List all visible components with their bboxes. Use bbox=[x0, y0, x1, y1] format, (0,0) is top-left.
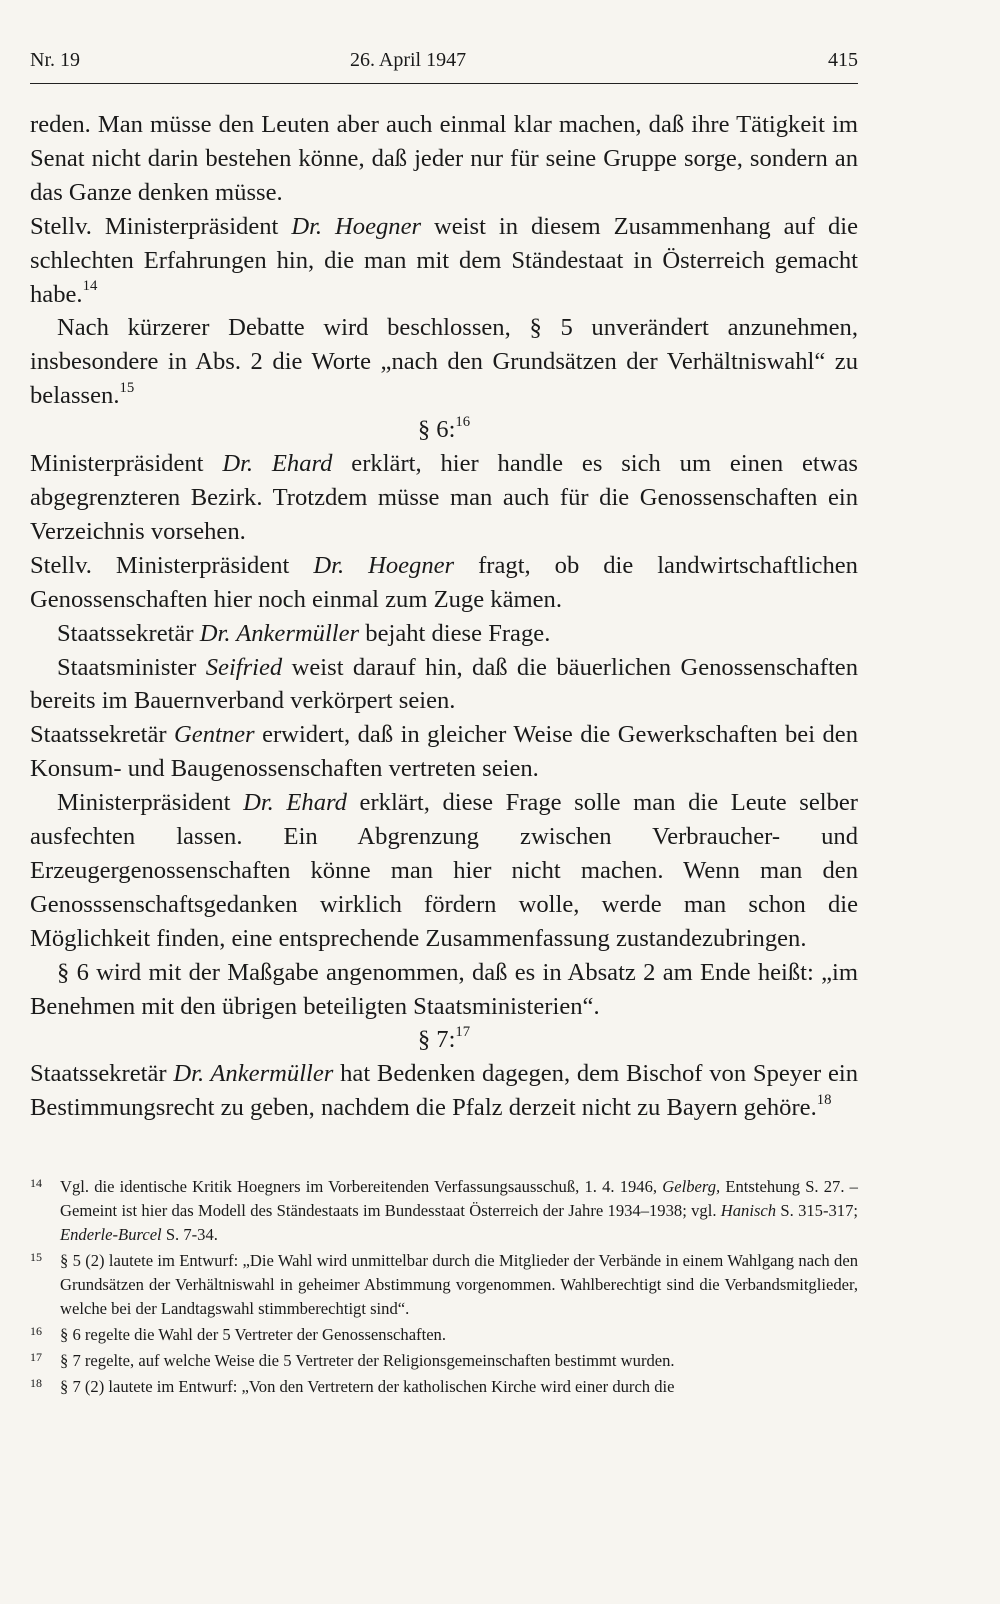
text-run: § 6 wird mit der Maßgabe angenommen, daß es in Absatz 2 am Ende heißt: „im Benehmen mit den übrigen beteiligten Staatsministerien“. bbox=[30, 958, 858, 1020]
text-run: fragt, ob die landwirtschaftlichen Genossenschaften hier noch einmal zum Zuge kämen. bbox=[30, 551, 858, 613]
text-run: § 6: bbox=[417, 416, 456, 444]
text-run: Ministerpräsident bbox=[57, 789, 244, 817]
paragraph bbox=[30, 786, 858, 956]
person-name: Seifried bbox=[205, 653, 283, 681]
footnote-number: 14 bbox=[30, 1176, 42, 1190]
main-text bbox=[30, 108, 858, 1125]
paragraph bbox=[30, 311, 858, 413]
footnote bbox=[30, 1249, 858, 1321]
text-run: erklärt, diese Frage solle man die Leute selber ausfechten lassen. Ein Abgrenzung zwischen Verbraucher- und Erzeugergenossenschaften könne man hier nicht machen. Wenn man den Genosssenschaftsgedanken wirklich fördern wolle, werde man schon die Möglichkeit finden, eine entsprechende Zusammenfassung zustandezubringen. bbox=[30, 789, 858, 952]
footnote-number: 15 bbox=[30, 1250, 42, 1264]
footnote-number: 17 bbox=[30, 1350, 42, 1364]
person-name: Hanisch bbox=[720, 1201, 777, 1220]
person-name: Enderle-Burcel bbox=[60, 1225, 162, 1244]
footnote-number: 16 bbox=[30, 1324, 42, 1338]
text-run: § 7 regelte, auf welche Weise die 5 Vertreter der Religionsgemeinschaften bestimmt wurden. bbox=[60, 1351, 675, 1370]
text-run: S. 7-34. bbox=[161, 1225, 218, 1244]
footnote bbox=[30, 1375, 858, 1399]
session-date: 26. April 1947 bbox=[350, 49, 467, 71]
paragraph bbox=[30, 1057, 858, 1125]
footnote-ref: 16 bbox=[455, 413, 471, 430]
text-run: erklärt, hier handle es sich um einen etwas abgegrenzteren Bezirk. Trotzdem müsse man auch für die Genossenschaften ein Verzeichnis vorsehen. bbox=[30, 450, 858, 545]
text-run: Vgl. die identische Kritik Hoegners im Vorbereitenden Verfassungsausschuß, 1. 4. 1946, bbox=[60, 1177, 663, 1196]
text-run: Staatssekretär bbox=[30, 1060, 174, 1088]
person-name: Dr. Ankermüller bbox=[173, 1060, 334, 1088]
person-name: Gentner bbox=[174, 721, 255, 749]
footnote bbox=[30, 1349, 858, 1373]
text-run: S. 315-317; bbox=[776, 1201, 859, 1220]
text-run: § 6 regelte die Wahl der 5 Vertreter der Genossenschaften. bbox=[60, 1325, 447, 1344]
paragraph bbox=[30, 210, 858, 312]
paragraph bbox=[30, 108, 858, 210]
page-number: 415 bbox=[828, 49, 858, 71]
footnote-ref: 14 bbox=[82, 278, 98, 295]
text-run: weist darauf hin, daß die bäuerlichen Genossenschaften bereits im Bauernverband verkörpert seien. bbox=[30, 653, 859, 715]
text-run: bejaht diese Frage. bbox=[359, 619, 551, 647]
text-run: Entstehung S. 27. – Gemeint ist hier das Modell des Ständestaats im Bundesstaat Österreich der Jahre 1934–1938; vgl. bbox=[60, 1177, 858, 1220]
paragraph bbox=[30, 447, 858, 549]
person-name: Gelberg, bbox=[662, 1177, 721, 1196]
person-name: Dr. Hoegner bbox=[291, 212, 422, 240]
text-run: Staatssekretär bbox=[30, 721, 175, 749]
footnote bbox=[30, 1175, 858, 1247]
text-run: reden. Man müsse den Leuten aber auch einmal klar machen, daß ihre Tätigkeit im Senat nicht darin bestehen könne, daß jeder nur für seine Gruppe sorge, sondern an das Ganze denken müsse. bbox=[30, 111, 858, 206]
person-name: Dr. Hoegner bbox=[313, 551, 455, 579]
text-run: § 7 (2) lautete im Entwurf: „Von den Vertretern der katholischen Kirche wird einer durch die bbox=[60, 1377, 675, 1396]
text-run: erwidert, daß in gleicher Weise die Gewerkschaften bei den Konsum- und Baugenossenschaften vertreten seien. bbox=[30, 721, 858, 783]
text-run: § 5 (2) lautete im Entwurf: „Die Wahl wird unmittelbar durch die Mitglieder der Verbände in einem Wahlgang nach den Grundsätzen der Verhältniswahl in geheimer Abstimmung vorgenommen. Wahlberechtigt sind die Verbandsmitglieder, welche bei der Landtagswahl stimmberechtigt sind“. bbox=[60, 1251, 858, 1318]
paragraph bbox=[30, 956, 858, 1024]
footnote-number: 18 bbox=[30, 1376, 42, 1390]
issue-number: Nr. 19 bbox=[30, 49, 80, 71]
paragraph bbox=[30, 651, 858, 719]
footnote-ref: 18 bbox=[816, 1091, 832, 1108]
text-run: Ministerpräsident bbox=[30, 450, 223, 478]
paragraph bbox=[30, 549, 858, 617]
text-run: Staatsminister bbox=[57, 653, 206, 681]
text-run: Staatssekretär bbox=[57, 619, 200, 647]
paragraph bbox=[30, 718, 858, 786]
paragraph bbox=[30, 617, 858, 651]
person-name: Dr. Ankermüller bbox=[199, 619, 360, 647]
person-name: Dr. Ehard bbox=[222, 450, 333, 478]
footnote-ref: 15 bbox=[119, 379, 135, 396]
text-run: Nach kürzerer Debatte wird beschlossen, § 5 unverändert anzunehmen, insbesondere in Abs. 2 die Worte „nach den Grundsätzen der Verhältniswahl“ zu belassen. bbox=[30, 314, 858, 410]
section-heading bbox=[30, 1023, 858, 1057]
header-rule bbox=[30, 83, 858, 84]
text-run: Stellv. Ministerpräsident bbox=[30, 212, 292, 240]
person-name: Dr. Ehard bbox=[243, 789, 347, 817]
text-run: § 7: bbox=[417, 1026, 456, 1054]
running-header bbox=[30, 48, 858, 74]
footnote-ref: 17 bbox=[455, 1024, 471, 1041]
text-run: Stellv. Ministerpräsident bbox=[30, 551, 314, 579]
text-run: weist in diesem Zusammenhang auf die schlechten Erfahrungen hin, die man mit dem Ständestaat in Österreich gemacht habe. bbox=[30, 212, 858, 308]
text-run: hat Bedenken dagegen, dem Bischof von Speyer ein Bestimmungsrecht zu geben, nachdem die Pfalz derzeit nicht zu Bayern gehöre. bbox=[30, 1060, 858, 1122]
section-heading bbox=[30, 413, 858, 447]
footnote bbox=[30, 1323, 858, 1347]
footnotes bbox=[30, 1175, 858, 1401]
